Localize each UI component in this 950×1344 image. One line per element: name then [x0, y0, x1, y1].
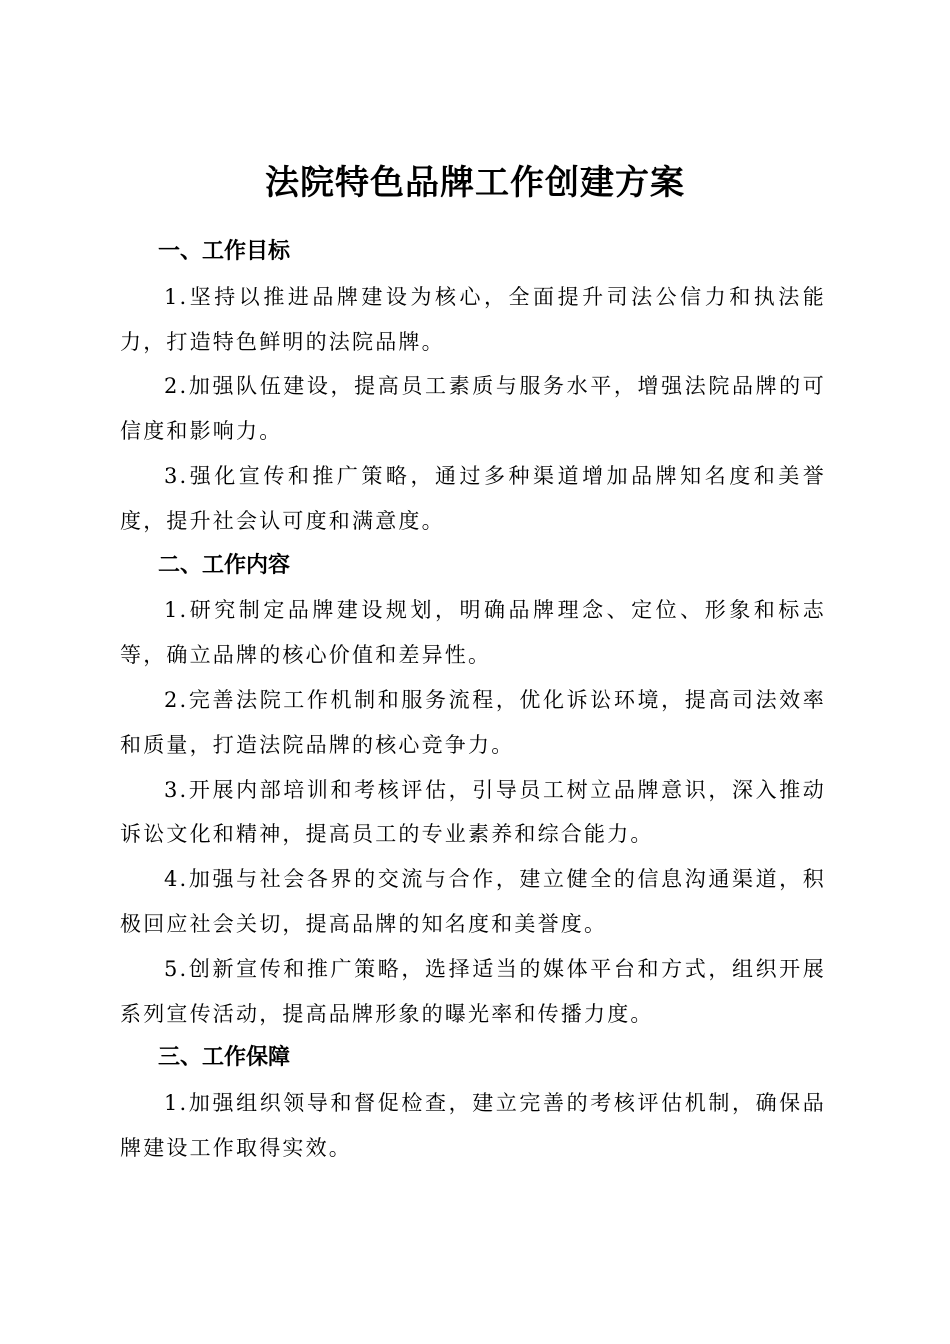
- section-heading: 一、工作目标: [158, 239, 291, 264]
- section-goals: [120, 230, 826, 544]
- section-heading: 二、工作内容: [158, 552, 291, 578]
- paragraph: 4.加强与社会各界的交流与合作，建立健全的信息沟通渠道，积极回应社会关切，提高品牌的知名度和美誉度。: [120, 867, 826, 936]
- paragraph: 5.创新宣传和推广策略，选择适当的媒体平台和方式，组织开展系列宣传活动，提高品牌形象的曝光率和传播力度。: [120, 956, 826, 1026]
- paragraph: 2.加强队伍建设，提高员工素质与服务水平，增强法院品牌的可信度和影响力。: [120, 374, 826, 444]
- paragraph: 3.强化宣传和推广策略，通过多种渠道增加品牌知名度和美誉度，提升社会认可度和满意度。: [120, 463, 826, 533]
- paragraph: 1.加强组织领导和督促检查，建立完善的考核评估机制，确保品牌建设工作取得实效。: [120, 1091, 826, 1160]
- paragraph: 3.开展内部培训和考核评估，引导员工树立品牌意识，深入推动诉讼文化和精神，提高员工的专业素养和综合能力。: [120, 777, 826, 847]
- document-body: [120, 230, 826, 1171]
- section-heading: 三、工作保障: [158, 1045, 291, 1071]
- section-content: [120, 544, 826, 1037]
- document-title: 法院特色品牌工作创建方案: [265, 162, 685, 203]
- paragraph: 1.坚持以推进品牌建设为核心，全面提升司法公信力和执法能力，打造特色鲜明的法院品牌。: [120, 284, 826, 354]
- section-safeguards: [120, 1036, 826, 1170]
- paragraph: 1.研究制定品牌建设规划，明确品牌理念、定位、形象和标志等，确立品牌的核心价值和差异性。: [120, 598, 826, 668]
- paragraph: 2.完善法院工作机制和服务流程，优化诉讼环境，提高司法效率和质量，打造法院品牌的核心竞争力。: [120, 687, 826, 757]
